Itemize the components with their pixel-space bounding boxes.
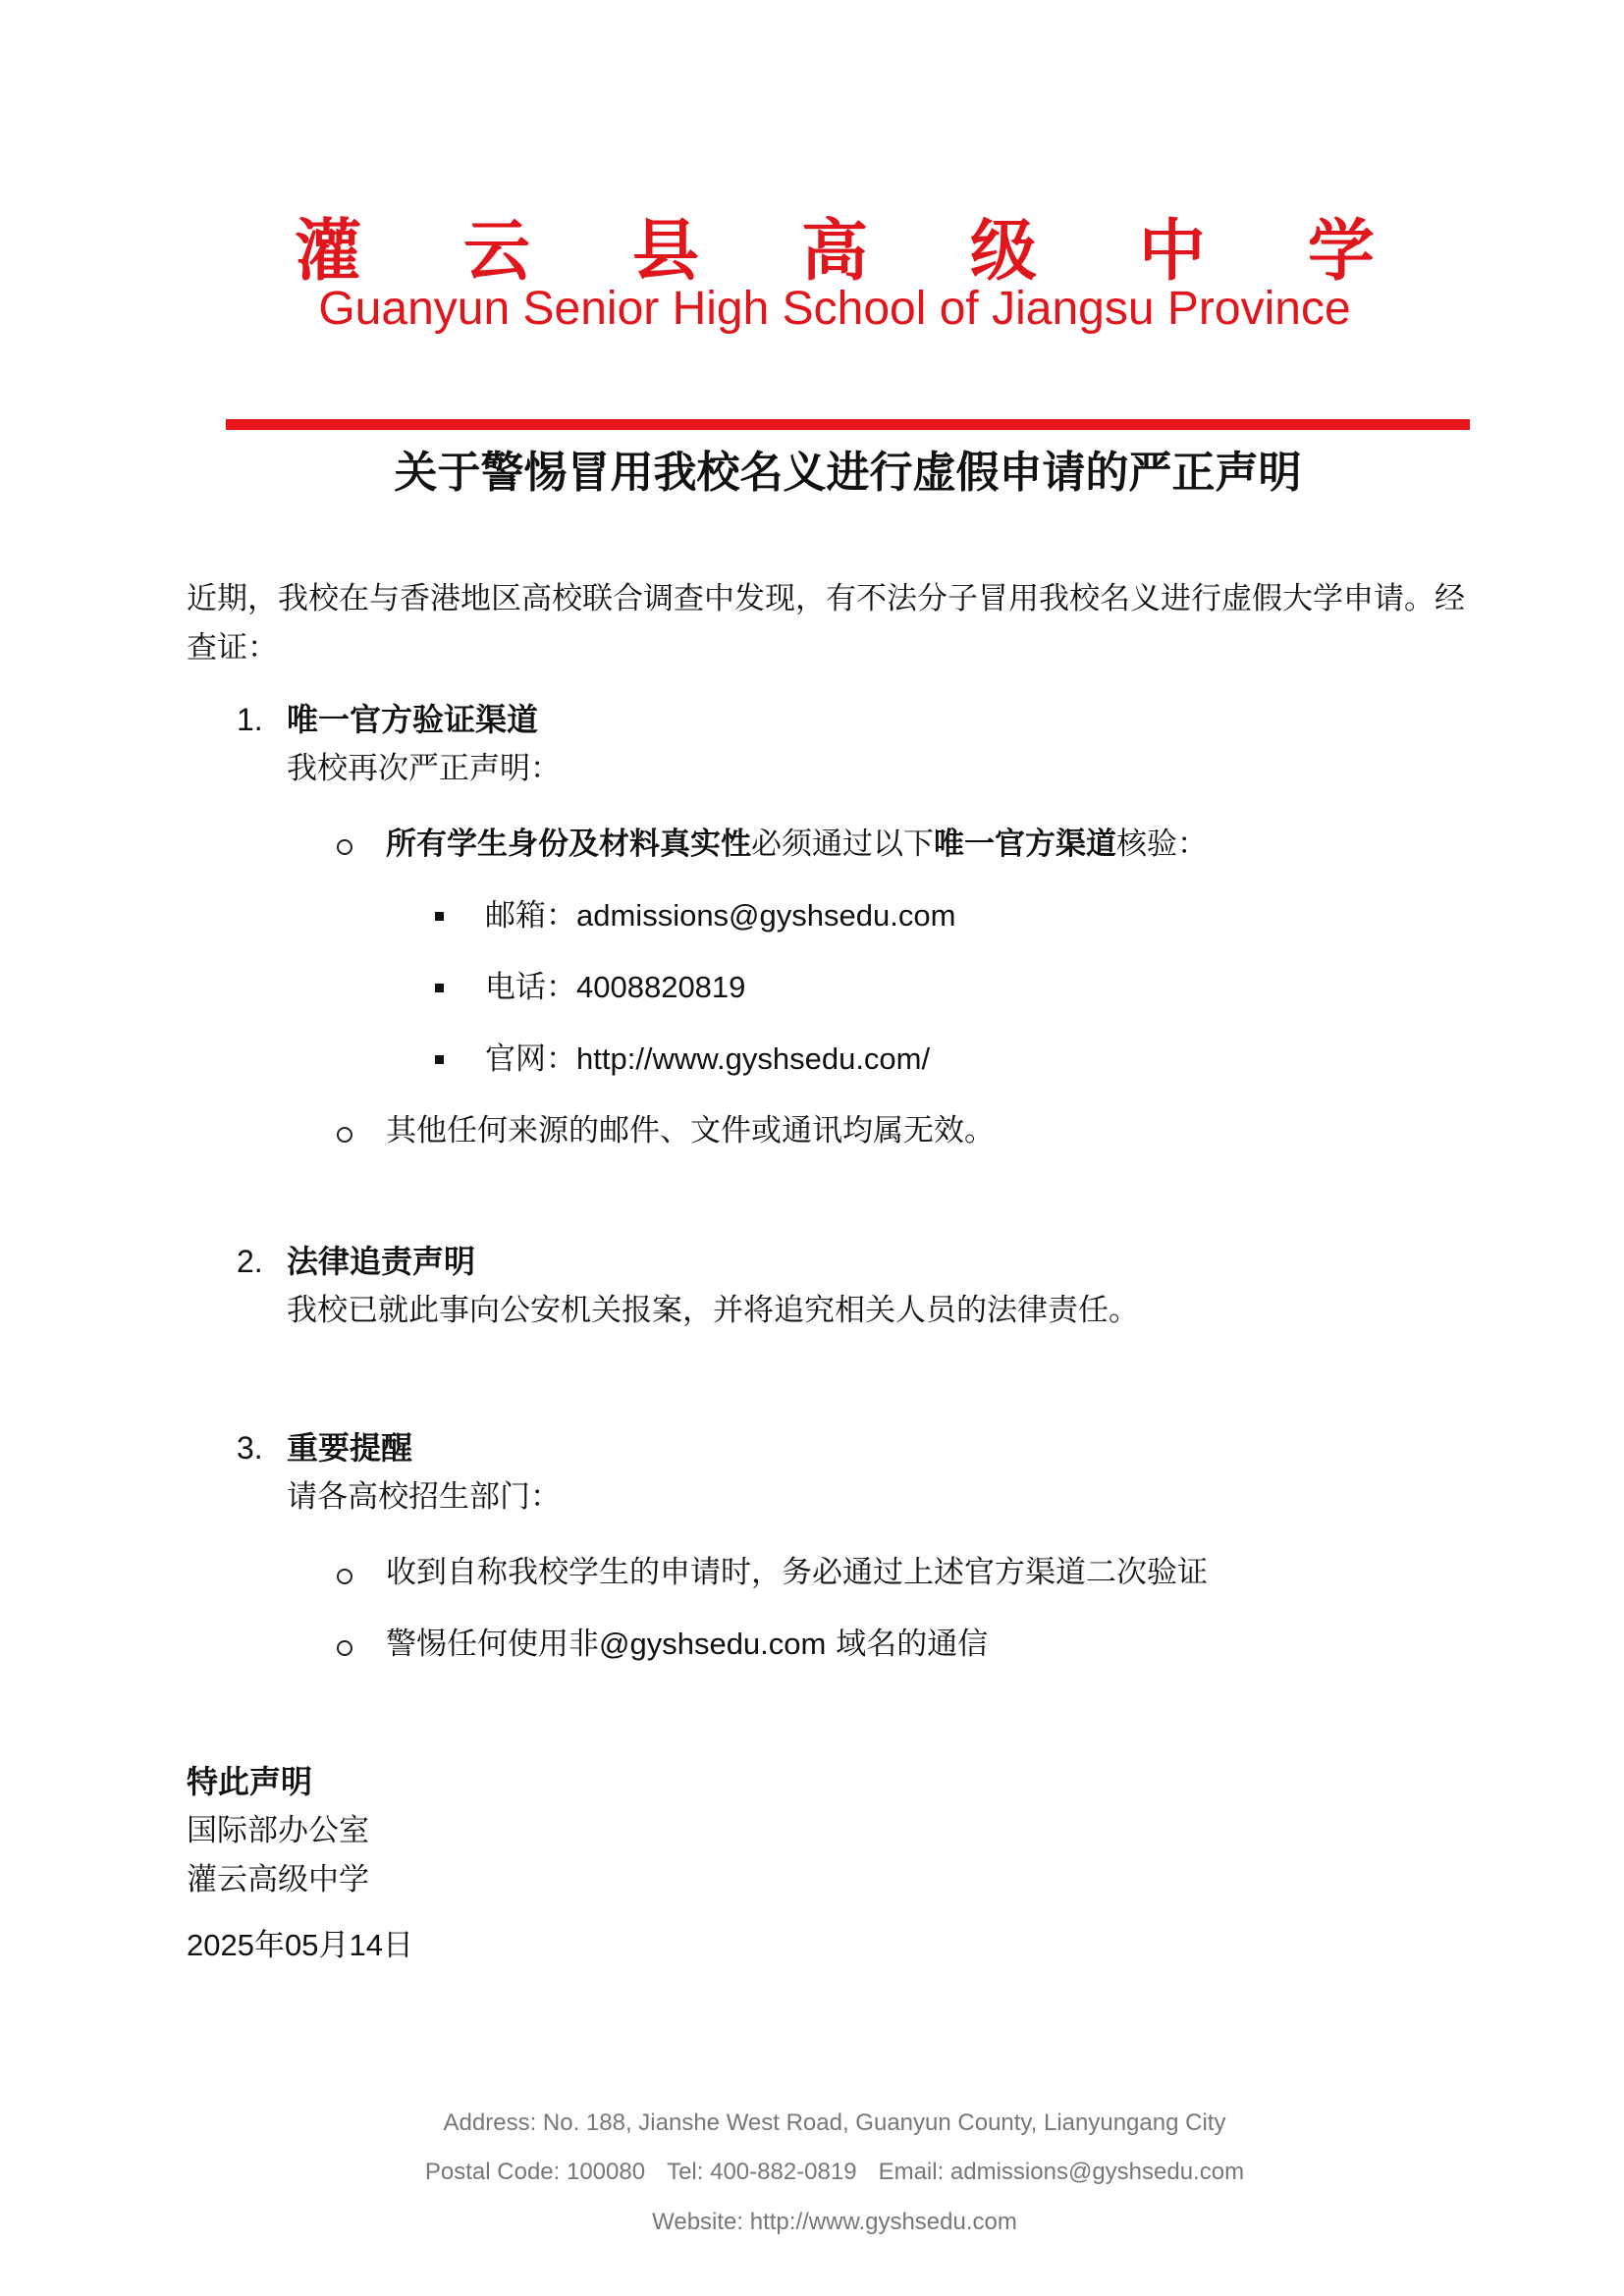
closing-school: 灌云高级中学 bbox=[187, 1862, 369, 1897]
channel-label: 官网： bbox=[485, 1041, 576, 1077]
school-name-char: 高 bbox=[800, 213, 868, 291]
footer-address: Address: No. 188, Jianshe West Road, Guanyun County, Lianyungang City bbox=[443, 2109, 1226, 2136]
intro-paragraph: 近期，我校在与香港地区高校联合调查中发现，有不法分子冒用我校名义进行虚假大学申请。经查证： bbox=[187, 581, 1465, 666]
section-1-heading: 唯一官方验证渠道 bbox=[287, 701, 539, 738]
date-unit: 日 bbox=[382, 1928, 413, 1963]
date-day: 14 bbox=[349, 1928, 383, 1962]
section-2-heading: 法律追责声明 bbox=[287, 1243, 476, 1280]
section-1-bullet-2: 其他任何来源的邮件、文件或通讯均属无效。 bbox=[386, 1113, 995, 1148]
footer-postal-code: Postal Code: 100080 bbox=[424, 2159, 646, 2185]
section-3-heading: 重要提醒 bbox=[287, 1429, 413, 1467]
emphasis-text: 唯一官方渠道 bbox=[934, 827, 1116, 862]
channel-phone-value: 4008820819 bbox=[576, 970, 746, 1004]
section-2-number: 2. bbox=[237, 1244, 263, 1279]
channel-website bbox=[485, 1035, 930, 1084]
date-unit: 月 bbox=[318, 1928, 350, 1963]
bullet-text: 必须通过以下 bbox=[751, 827, 934, 862]
section-2-lead: 我校已就此事向公安机关报案，并将追究相关人员的法律责任。 bbox=[287, 1293, 1139, 1328]
footer-tel: Tel: 400-882-0819 bbox=[667, 2159, 857, 2185]
bullet-text: 核验： bbox=[1116, 827, 1208, 862]
channel-label: 电话： bbox=[485, 970, 576, 1005]
section-1-lead: 我校再次严正声明： bbox=[287, 751, 561, 786]
school-name-char: 学 bbox=[1307, 213, 1375, 291]
footer-contact-line bbox=[196, 2156, 1473, 2189]
channel-phone bbox=[485, 963, 745, 1012]
bullet-text: 警惕任何使用非 bbox=[386, 1627, 599, 1662]
date-year: 2025 bbox=[187, 1928, 254, 1962]
school-name-char: 灌 bbox=[295, 213, 362, 291]
section-3-bullet-1: 收到自称我校学生的申请时，务必通过上述官方渠道二次验证 bbox=[386, 1555, 1208, 1590]
school-name-char: 中 bbox=[1138, 213, 1206, 291]
domain-text: @gyshsedu.com bbox=[599, 1627, 827, 1661]
channel-email-value[interactable]: admissions@gyshsedu.com bbox=[576, 898, 956, 933]
square-bullet-icon bbox=[435, 1055, 444, 1064]
square-bullet-icon bbox=[435, 984, 444, 992]
section-3-lead: 请各高校招生部门： bbox=[287, 1479, 561, 1515]
date-month: 05 bbox=[284, 1928, 319, 1962]
channel-label: 邮箱： bbox=[485, 898, 576, 934]
letterhead-divider bbox=[226, 419, 1470, 430]
closing-department: 国际部办公室 bbox=[187, 1813, 369, 1848]
closing-date bbox=[187, 1921, 413, 1970]
date-unit: 年 bbox=[253, 1928, 285, 1963]
section-3-bullet-2 bbox=[386, 1620, 988, 1669]
channel-website-link[interactable]: http://www.gyshsedu.com/ bbox=[576, 1041, 931, 1076]
circle-bullet-icon bbox=[337, 1640, 352, 1656]
section-1-number: 1. bbox=[237, 702, 263, 737]
channel-email bbox=[485, 891, 955, 940]
circle-bullet-icon bbox=[337, 839, 352, 855]
emphasis-text: 所有学生身份及材料真实性 bbox=[386, 827, 751, 862]
closing-heading: 特此声明 bbox=[187, 1763, 313, 1800]
circle-bullet-icon bbox=[337, 1127, 352, 1143]
school-name-char: 云 bbox=[462, 213, 530, 291]
school-name-char: 级 bbox=[969, 213, 1037, 291]
school-name-char: 县 bbox=[631, 213, 699, 291]
section-3-number: 3. bbox=[237, 1430, 263, 1466]
footer-email[interactable]: Email: admissions@gyshsedu.com bbox=[878, 2159, 1245, 2185]
school-name-en: Guanyun Senior High School of Jiangsu Province bbox=[318, 283, 1351, 335]
section-1-bullet-1 bbox=[386, 820, 1208, 869]
bullet-text: 域名的通信 bbox=[826, 1627, 989, 1662]
statement-title: 关于警惕冒用我校名义进行虚假申请的严正声明 bbox=[394, 448, 1302, 498]
circle-bullet-icon bbox=[337, 1569, 352, 1584]
square-bullet-icon bbox=[435, 912, 444, 921]
footer-website[interactable]: Website: http://www.gyshsedu.com bbox=[652, 2209, 1017, 2235]
